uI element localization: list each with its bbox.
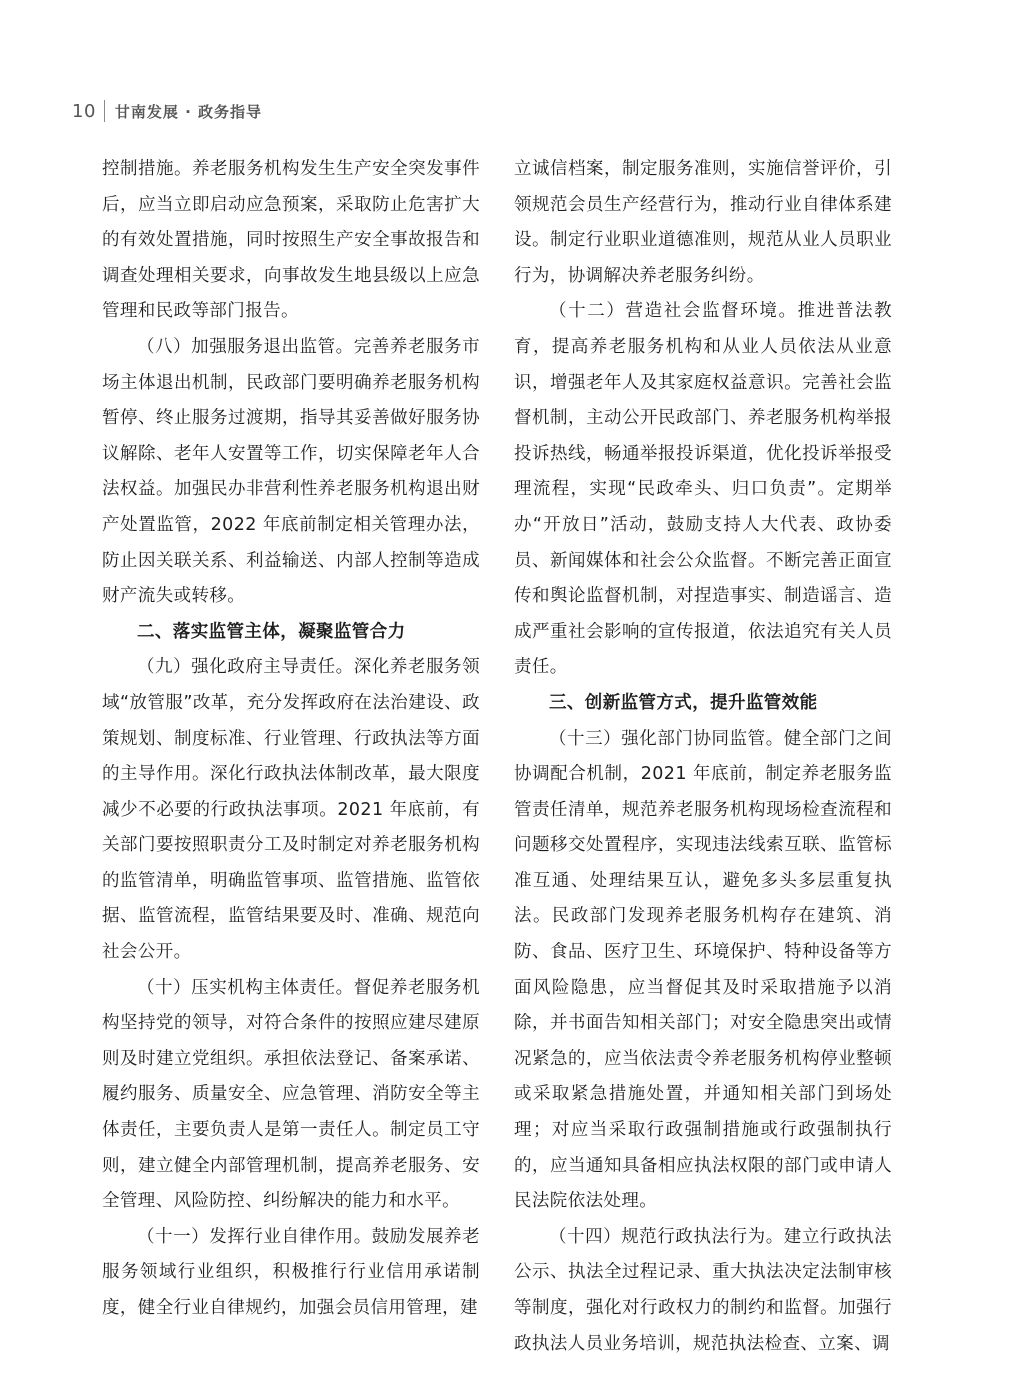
paragraph-item-10: （十）压实机构主体责任。督促养老服务机构坚持党的领导，对符合条件的按照应建尽建原则及时建立党组织。承担依法登记、备案承诺、履约服务、质量安全、应急管理、消防安全等主体责任，主要负责人是第一责任人。制定员工守则，建立健全内部管理机制，提高养老服务、安全管理、风险防控、纠纷解决的能力和水平。 bbox=[102, 977, 480, 1212]
page-number: 10 bbox=[72, 100, 96, 122]
publication-title: 甘南发展 · 政务指导 bbox=[114, 102, 263, 121]
paragraph-item-11: （十一）发挥行业自律作用。鼓励发展养老服务领域行业组织，积极推行行业信用承诺制度，健全行业自律规约，加强会员信用管理，建 bbox=[102, 1226, 480, 1318]
header-divider bbox=[104, 100, 105, 122]
paragraph-item-13: （十三）强化部门协同监管。健全部门之间协调配合机制，2021 年底前，制定养老服务监管责任清单，规范养老服务机构现场检查流程和问题移交处置程序，实现违法线索互联、监管标准互通、处理结果互认，避免多头多层重复执法。民政部门发现养老服务机构存在建筑、消防、食品、医疗卫生、环境保护、特种设备等方面风险隐患，应当督促其及时采取措施予以消除，并书面告知相关部门；对安全隐患突出或情况紧急的，应当依法责令养老服务机构停业整顿或采取紧急措施处置，并通知相关部门到场处理；对应当采取行政强制措施或行政强制执行的，应当通知具备相应执法权限的部门或申请人民法院依法处理。 bbox=[514, 728, 892, 1212]
right-column bbox=[514, 152, 892, 1362]
paragraph-item-12: （十二）营造社会监督环境。推进普法教育，提高养老服务机构和从业人员依法从业意识，增强老年人及其家庭权益意识。完善社会监督机制，主动公开民政部门、养老服务机构举报投诉热线，畅通举报投诉渠道，优化投诉举报受理流程，实现“民政牵头、归口负责”。定期举办“开放日”活动，鼓励支持人大代表、政协委员、新闻媒体和社会公众监督。不断完善正面宣传和舆论监督机制，对捏造事实、制造谣言、造成严重社会影响的宣传报道，依法追究有关人员责任。 bbox=[514, 301, 892, 678]
paragraph-item-8: （八）加强服务退出监管。完善养老服务市场主体退出机制，民政部门要明确养老服务机构暂停、终止服务过渡期，指导其妥善做好服务协议解除、老年人安置等工作，切实保障老年人合法权益。加强民办非营利性养老服务机构退出财产处置监管，2022 年底前制定相关管理办法，防止因关联关系、利益输送、内部人控制等造成财产流失或转移。 bbox=[102, 336, 480, 607]
paragraph-continued: 立诚信档案，制定服务准则，实施信誉评价，引领规范会员生产经营行为，推动行业自律体系建设。制定行业职业道德准则，规范从业人员职业行为，协调解决养老服务纠纷。 bbox=[514, 159, 892, 286]
paragraph-item-14: （十四）规范行政执法行为。建立行政执法公示、执法全过程记录、重大执法决定法制审核等制度，强化对行政权力的制约和监督。加强行政执法人员业务培训，规范执法检查、立案、调 bbox=[514, 1226, 892, 1354]
paragraph-continued: 控制措施。养老服务机构发生生产安全突发事件后，应当立即启动应急预案，采取防止危害扩大的有效处置措施，同时按照生产安全事故报告和调查处理相关要求，向事故发生地县级以上应急管理和民政等部门报告。 bbox=[102, 159, 480, 322]
section-heading-2: 二、落实监管主体，凝聚监管合力 bbox=[137, 621, 406, 642]
paragraph-item-9: （九）强化政府主导责任。深化养老服务领域“放管服”改革，充分发挥政府在法治建设、政策规划、制度标准、行业管理、行政执法等方面的主导作用。深化行政执法体制改革，最大限度减少不必要的行政执法事项。2021 年底前，有关部门要按照职责分工及时制定对养老服务机构的监管清单，明确监管事项、监管措施、监管依据、监管流程，监管结果要及时、准确、规范向社会公开。 bbox=[102, 657, 480, 963]
section-heading-3: 三、创新监管方式，提升监管效能 bbox=[549, 692, 818, 713]
page-header bbox=[72, 98, 262, 124]
left-column bbox=[102, 152, 480, 1327]
